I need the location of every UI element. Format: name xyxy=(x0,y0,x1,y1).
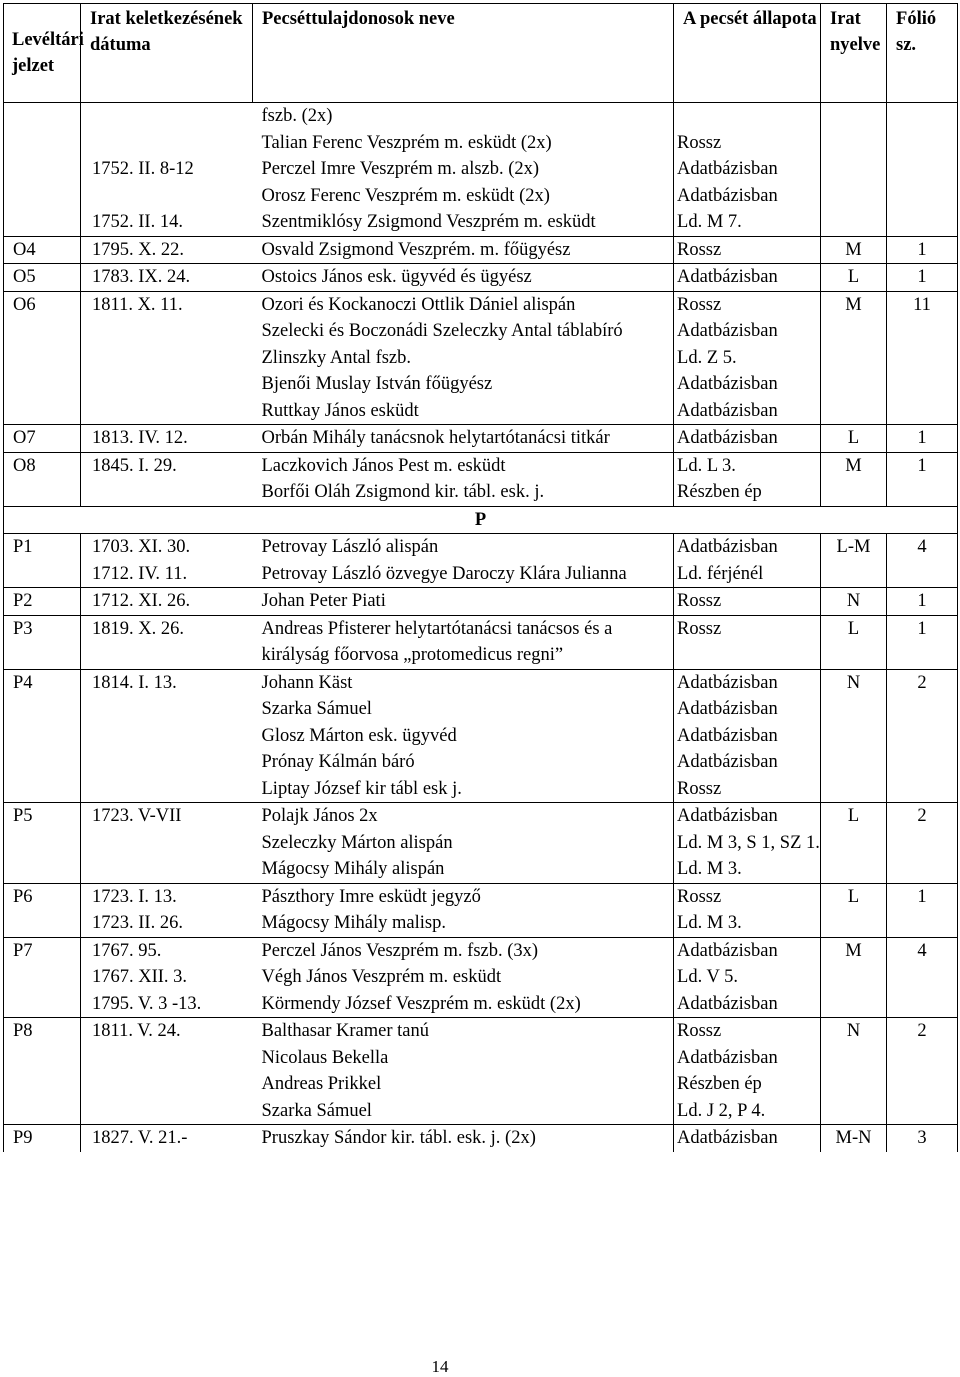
cell-pecsettulajdonos: Végh János Veszprém m. esküdt xyxy=(261,967,502,987)
cell-jelzet xyxy=(4,371,81,398)
cell-allapot: Adatbázisban xyxy=(674,723,821,750)
cell-datum xyxy=(81,696,253,723)
cell-pecsettulajdonos: Perczel János Veszprém m. fszb. (3x) xyxy=(253,937,674,964)
cell-folio: 2 xyxy=(887,1018,958,1045)
table-row xyxy=(4,1098,958,1125)
cell-folio xyxy=(887,991,958,1018)
cell-jelzet xyxy=(4,183,81,210)
cell-jelzet: O8 xyxy=(4,452,81,479)
cell-datum xyxy=(81,103,253,130)
cell-datum: 1819. X. 26. xyxy=(81,615,253,669)
cell-datum: 1811. X. 11. xyxy=(81,291,253,318)
cell-datum: 1795. X. 22. xyxy=(81,236,253,264)
cell-datum xyxy=(81,1098,253,1125)
cell-nyelv: L xyxy=(821,803,887,830)
cell-nyelv xyxy=(821,209,887,236)
cell-folio xyxy=(887,830,958,857)
table-row xyxy=(4,615,958,669)
cell-nyelv xyxy=(821,1071,887,1098)
cell-allapot: Adatbázisban xyxy=(674,696,821,723)
cell-folio: 3 xyxy=(887,1125,958,1152)
cell-allapot: Ld. J 2, P 4. xyxy=(674,1098,821,1125)
cell-pecsettulajdonos: Ruttkay János esküdt xyxy=(261,400,419,421)
cell-pecsettulajdonos: Talian Ferenc Veszprém m. esküdt (2x) xyxy=(261,132,552,153)
cell-folio xyxy=(887,749,958,776)
cell-folio: 1 xyxy=(887,615,958,669)
cell-pecsettulajdonos: Szeleczky Márton alispán xyxy=(261,832,453,853)
cell-allapot: Adatbázisban xyxy=(674,183,821,210)
cell-pecsettulajdonos: Pászthory Imre esküdt jegyző xyxy=(253,883,674,910)
cell-pecsettulajdonos: Orbán Mihály tanácsnok helytartótanácsi titkár xyxy=(253,425,674,453)
cell-pecsettulajdonos: Laczkovich János Pest m. esküdt xyxy=(253,452,674,479)
cell-jelzet xyxy=(4,1098,81,1125)
cell-nyelv xyxy=(821,103,887,130)
table-row xyxy=(4,937,958,964)
cell-datum xyxy=(81,479,253,506)
cell-allapot: Rossz xyxy=(674,776,821,803)
table-row xyxy=(4,1045,958,1072)
cell-nyelv: L-M xyxy=(821,534,887,561)
cell-allapot: Adatbázisban xyxy=(674,425,821,453)
table-row xyxy=(4,991,958,1018)
cell-allapot: Adatbázisban xyxy=(674,1125,821,1152)
cell-allapot: Adatbázisban xyxy=(674,371,821,398)
cell-allapot: Ld. M 7. xyxy=(674,209,821,236)
cell-datum xyxy=(81,749,253,776)
table-row xyxy=(4,1071,958,1098)
cell-allapot: Adatbázisban xyxy=(674,398,821,425)
cell-datum xyxy=(81,1045,253,1072)
header-datum: Irat keletkezésének dátuma xyxy=(81,4,253,103)
cell-jelzet: P1 xyxy=(4,534,81,561)
cell-jelzet: P2 xyxy=(4,588,81,616)
cell-folio: 1 xyxy=(887,236,958,264)
cell-datum: 1712. IV. 11. xyxy=(92,563,188,584)
cell-allapot: Rossz xyxy=(674,1018,821,1045)
cell-allapot: Rossz xyxy=(674,236,821,264)
table-row xyxy=(4,561,958,588)
cell-jelzet xyxy=(4,1071,81,1098)
cell-folio: 2 xyxy=(887,669,958,696)
header-levelltari-jelzet: Levéltári jelzet xyxy=(4,4,81,103)
cell-folio: 4 xyxy=(887,534,958,561)
cell-nyelv xyxy=(821,991,887,1018)
cell-pecsettulajdonos: Glosz Márton esk. ügyvéd xyxy=(261,725,457,746)
table-row xyxy=(4,883,958,910)
cell-allapot: Ld. L 3. xyxy=(674,452,821,479)
cell-folio xyxy=(887,398,958,425)
cell-folio xyxy=(887,130,958,157)
table-row xyxy=(4,183,958,210)
cell-folio xyxy=(887,479,958,506)
cell-jelzet: O6 xyxy=(4,291,81,318)
table-row xyxy=(4,723,958,750)
cell-jelzet: P5 xyxy=(4,803,81,830)
cell-pecsettulajdonos: fszb. (2x) xyxy=(261,106,333,126)
cell-folio: 1 xyxy=(887,883,958,910)
table-row xyxy=(4,856,958,883)
cell-folio xyxy=(887,183,958,210)
cell-allapot: Adatbázisban xyxy=(674,937,821,964)
cell-nyelv: M xyxy=(821,236,887,264)
cell-pecsettulajdonos: Ozori és Kockanoczi Ottlik Dániel alispán xyxy=(253,291,674,318)
cell-pecsettulajdonos: Johann Käst xyxy=(253,669,674,696)
cell-pecsettulajdonos: Mágocsy Mihály malisp. xyxy=(261,913,446,933)
cell-allapot: Ld. Z 5. xyxy=(674,345,821,372)
cell-pecsettulajdonos: Johan Peter Piati xyxy=(253,588,674,616)
cell-folio: 4 xyxy=(887,937,958,964)
cell-nyelv: N xyxy=(821,588,887,616)
table-row xyxy=(4,830,958,857)
cell-datum: 1723. I. 13. xyxy=(81,883,253,910)
cell-jelzet xyxy=(4,776,81,803)
cell-jelzet xyxy=(4,723,81,750)
cell-pecsettulajdonos: Petrovay László özvegye Daroczy Klára Julianna xyxy=(261,563,627,584)
cell-jelzet xyxy=(4,696,81,723)
cell-folio xyxy=(887,1071,958,1098)
seal-table xyxy=(3,3,958,1152)
cell-jelzet xyxy=(4,964,81,991)
table-header-row xyxy=(4,4,958,103)
cell-jelzet: P9 xyxy=(4,1125,81,1152)
cell-nyelv: L xyxy=(821,883,887,910)
table-row xyxy=(4,534,958,561)
cell-nyelv xyxy=(821,830,887,857)
cell-jelzet xyxy=(4,103,81,130)
cell-datum: 1795. V. 3 -13. xyxy=(92,993,202,1014)
table-row xyxy=(4,479,958,506)
cell-folio xyxy=(887,964,958,991)
cell-nyelv xyxy=(821,776,887,803)
table-row xyxy=(4,696,958,723)
cell-datum: 1767. 95. xyxy=(81,937,253,964)
cell-folio xyxy=(887,1098,958,1125)
cell-allapot: Adatbázisban xyxy=(674,318,821,345)
cell-allapot: Ld. V 5. xyxy=(674,964,821,991)
cell-jelzet: O5 xyxy=(4,264,81,292)
cell-jelzet xyxy=(4,345,81,372)
cell-pecsettulajdonos: Pruszkay Sándor kir. tábl. esk. j. (2x) xyxy=(253,1125,674,1152)
header-folio: Fólió sz. xyxy=(887,4,958,103)
cell-nyelv xyxy=(821,1098,887,1125)
cell-pecsettulajdonos: Prónay Kálmán báró xyxy=(261,752,415,772)
cell-allapot: Adatbázisban xyxy=(674,803,821,830)
cell-folio: 1 xyxy=(887,425,958,453)
table-row xyxy=(4,1125,958,1152)
table-row xyxy=(4,749,958,776)
cell-pecsettulajdonos: Petrovay László alispán xyxy=(253,534,674,561)
cell-allapot: Ld. M 3, S 1, SZ 1. xyxy=(674,830,821,857)
cell-nyelv xyxy=(821,696,887,723)
cell-folio xyxy=(887,156,958,183)
cell-datum xyxy=(81,856,253,883)
cell-datum: 1783. IX. 24. xyxy=(81,264,253,292)
cell-pecsettulajdonos: Bjenői Muslay István főügyész xyxy=(261,374,493,394)
cell-nyelv xyxy=(821,345,887,372)
cell-allapot: Részben ép xyxy=(674,1071,821,1098)
table-row xyxy=(4,669,958,696)
cell-nyelv: M xyxy=(821,291,887,318)
cell-folio xyxy=(887,318,958,345)
cell-nyelv: M xyxy=(821,937,887,964)
cell-allapot: Adatbázisban xyxy=(674,669,821,696)
cell-jelzet xyxy=(4,856,81,883)
cell-allapot: Adatbázisban xyxy=(674,1045,821,1072)
table-row xyxy=(4,371,958,398)
cell-allapot: Adatbázisban xyxy=(674,156,821,183)
cell-allapot: Adatbázisban xyxy=(674,534,821,561)
cell-nyelv: M xyxy=(821,452,887,479)
cell-pecsettulajdonos: Borfői Oláh Zsigmond kir. tábl. esk. j. xyxy=(261,482,545,502)
cell-pecsettulajdonos: Nicolaus Bekella xyxy=(261,1047,389,1068)
cell-jelzet xyxy=(4,991,81,1018)
cell-folio: 1 xyxy=(887,264,958,292)
cell-jelzet xyxy=(4,830,81,857)
cell-nyelv: L xyxy=(821,425,887,453)
cell-folio: 2 xyxy=(887,803,958,830)
cell-folio xyxy=(887,776,958,803)
cell-jelzet: P6 xyxy=(4,883,81,910)
cell-jelzet xyxy=(4,561,81,588)
table-row xyxy=(4,588,958,616)
cell-datum: 1845. I. 29. xyxy=(81,452,253,479)
cell-datum: 1703. XI. 30. xyxy=(81,534,253,561)
header-pecset-allapota: A pecsét állapota xyxy=(674,4,821,103)
cell-pecsettulajdonos: Andreas Prikkel xyxy=(261,1074,382,1094)
cell-datum xyxy=(81,776,253,803)
cell-folio xyxy=(887,209,958,236)
cell-pecsettulajdonos: Szarka Sámuel xyxy=(261,1100,372,1121)
cell-nyelv xyxy=(821,964,887,991)
cell-nyelv xyxy=(821,561,887,588)
cell-allapot: Rossz xyxy=(674,615,821,669)
cell-datum: 1752. II. 14. xyxy=(92,212,183,232)
cell-folio: 1 xyxy=(887,452,958,479)
cell-nyelv xyxy=(821,183,887,210)
cell-datum: 1827. V. 21.- xyxy=(81,1125,253,1152)
cell-jelzet xyxy=(4,130,81,157)
cell-pecsettulajdonos: Liptay József kir tábl esk j. xyxy=(261,778,462,799)
table-body xyxy=(4,103,958,1152)
cell-datum: 1767. XII. 3. xyxy=(92,967,188,987)
cell-folio xyxy=(887,371,958,398)
cell-datum xyxy=(81,130,253,157)
cell-datum xyxy=(81,723,253,750)
cell-nyelv xyxy=(821,1045,887,1072)
cell-jelzet xyxy=(4,398,81,425)
cell-datum: 1752. II. 8-12 xyxy=(92,159,194,179)
table-row xyxy=(4,345,958,372)
cell-nyelv xyxy=(821,318,887,345)
cell-allapot: Rossz xyxy=(674,291,821,318)
cell-jelzet xyxy=(4,749,81,776)
cell-jelzet: O4 xyxy=(4,236,81,264)
cell-jelzet xyxy=(4,209,81,236)
cell-pecsettulajdonos: Szelecki és Boczonádi Szeleczky Antal táblabíró xyxy=(261,321,623,341)
cell-jelzet: P4 xyxy=(4,669,81,696)
table-row xyxy=(4,425,958,453)
cell-jelzet xyxy=(4,156,81,183)
section-row xyxy=(4,506,958,534)
cell-pecsettulajdonos: Balthasar Kramer tanú xyxy=(253,1018,674,1045)
table-row xyxy=(4,264,958,292)
table-row xyxy=(4,452,958,479)
cell-datum xyxy=(81,1071,253,1098)
table-row xyxy=(4,776,958,803)
table-row xyxy=(4,103,958,130)
cell-allapot xyxy=(674,103,821,130)
cell-folio xyxy=(887,345,958,372)
cell-folio xyxy=(887,910,958,937)
cell-datum: 1723. V-VII xyxy=(81,803,253,830)
cell-folio: 11 xyxy=(887,291,958,318)
cell-pecsettulajdonos: Körmendy József Veszprém m. esküdt (2x) xyxy=(261,993,581,1014)
cell-datum xyxy=(81,183,253,210)
table-row xyxy=(4,236,958,264)
cell-datum: 1814. I. 13. xyxy=(81,669,253,696)
cell-nyelv xyxy=(821,749,887,776)
cell-nyelv xyxy=(821,856,887,883)
cell-nyelv xyxy=(821,130,887,157)
cell-jelzet xyxy=(4,1045,81,1072)
cell-pecsettulajdonos: Perczel Imre Veszprém m. alszb. (2x) xyxy=(261,159,540,179)
cell-datum: 1813. IV. 12. xyxy=(81,425,253,453)
cell-pecsettulajdonos: Mágocsy Mihály alispán xyxy=(261,859,445,879)
cell-pecsettulajdonos: Andreas Pfisterer helytartótanácsi tanácsos és a királyság főorvosa „protomedicus regni” xyxy=(253,615,674,669)
cell-allapot: Adatbázisban xyxy=(674,264,821,292)
cell-nyelv xyxy=(821,371,887,398)
cell-allapot: Ld. M 3. xyxy=(674,910,821,937)
cell-allapot: Adatbázisban xyxy=(674,991,821,1018)
table-row xyxy=(4,398,958,425)
cell-allapot: Részben ép xyxy=(674,479,821,506)
cell-nyelv xyxy=(821,910,887,937)
cell-allapot: Rossz xyxy=(674,883,821,910)
cell-folio xyxy=(887,723,958,750)
cell-folio xyxy=(887,856,958,883)
cell-pecsettulajdonos: Orosz Ferenc Veszprém m. esküdt (2x) xyxy=(261,185,550,206)
cell-jelzet: P3 xyxy=(4,615,81,669)
cell-jelzet xyxy=(4,910,81,937)
cell-nyelv: L xyxy=(821,615,887,669)
cell-folio xyxy=(887,561,958,588)
cell-folio xyxy=(887,696,958,723)
table-row xyxy=(4,209,958,236)
cell-datum: 1723. II. 26. xyxy=(92,913,183,933)
cell-allapot: Ld. M 3. xyxy=(674,856,821,883)
cell-pecsettulajdonos: Szarka Sámuel xyxy=(261,699,372,719)
cell-pecsettulajdonos: Osvald Zsigmond Veszprém. m. főügyész xyxy=(253,236,674,264)
cell-allapot: Rossz xyxy=(674,130,821,157)
cell-folio xyxy=(887,103,958,130)
cell-datum xyxy=(81,371,253,398)
table-row xyxy=(4,318,958,345)
cell-datum xyxy=(81,345,253,372)
table-row xyxy=(4,156,958,183)
cell-jelzet: P7 xyxy=(4,937,81,964)
cell-nyelv: L xyxy=(821,264,887,292)
cell-nyelv xyxy=(821,398,887,425)
cell-folio: 1 xyxy=(887,588,958,616)
cell-allapot: Ld. férjénél xyxy=(674,561,821,588)
cell-pecsettulajdonos: Zlinszky Antal fszb. xyxy=(261,347,412,368)
cell-pecsettulajdonos: Ostoics János esk. ügyvéd és ügyész xyxy=(253,264,674,292)
table-row xyxy=(4,1018,958,1045)
table-row xyxy=(4,130,958,157)
page-number: 14 xyxy=(431,1357,449,1376)
cell-datum xyxy=(81,398,253,425)
section-letter: P xyxy=(4,506,958,534)
cell-nyelv xyxy=(821,156,887,183)
cell-datum: 1712. XI. 26. xyxy=(81,588,253,616)
header-irat-nyelve: Irat nyelve xyxy=(821,4,887,103)
cell-jelzet xyxy=(4,479,81,506)
cell-nyelv: M-N xyxy=(821,1125,887,1152)
header-pecsettulajdonosok: Pecséttulajdonosok neve xyxy=(253,4,674,103)
cell-folio xyxy=(887,1045,958,1072)
cell-nyelv: N xyxy=(821,1018,887,1045)
cell-datum xyxy=(81,830,253,857)
table-row xyxy=(4,803,958,830)
cell-nyelv xyxy=(821,479,887,506)
table-row xyxy=(4,910,958,937)
table-row xyxy=(4,291,958,318)
cell-allapot: Adatbázisban xyxy=(674,749,821,776)
cell-allapot: Rossz xyxy=(674,588,821,616)
cell-jelzet: P8 xyxy=(4,1018,81,1045)
cell-datum xyxy=(81,318,253,345)
cell-nyelv xyxy=(821,723,887,750)
table-row xyxy=(4,964,958,991)
cell-pecsettulajdonos: Polajk János 2x xyxy=(253,803,674,830)
cell-jelzet: O7 xyxy=(4,425,81,453)
cell-pecsettulajdonos: Szentmiklósy Zsigmond Veszprém m. esküdt xyxy=(261,212,596,232)
cell-nyelv: N xyxy=(821,669,887,696)
cell-jelzet xyxy=(4,318,81,345)
cell-datum: 1811. V. 24. xyxy=(81,1018,253,1045)
